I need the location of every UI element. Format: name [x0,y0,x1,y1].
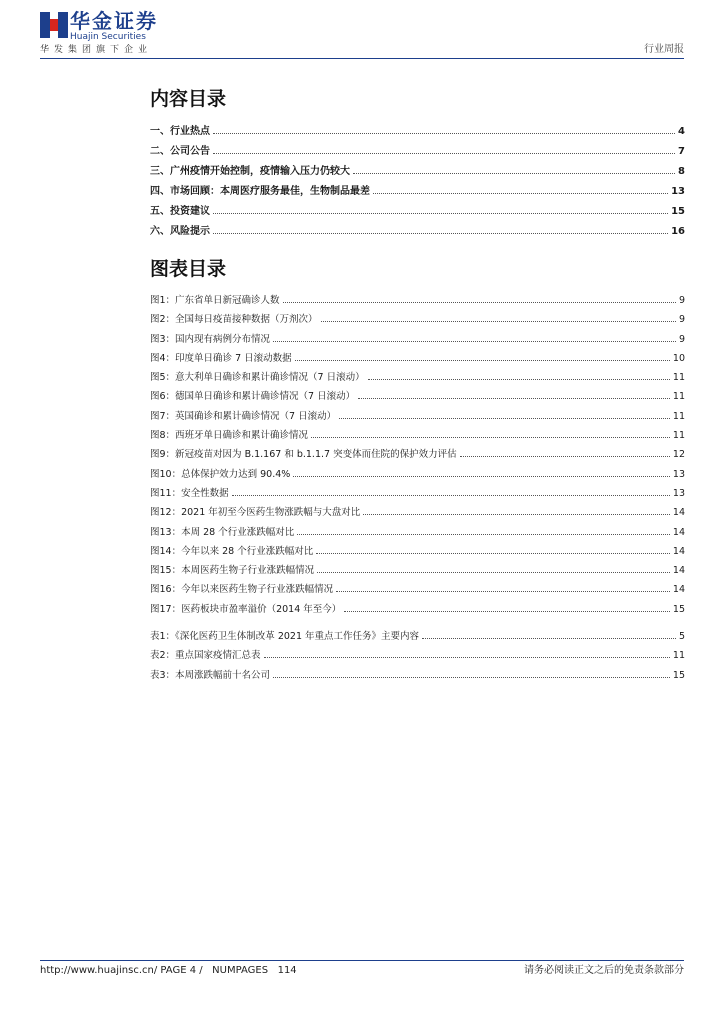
dot-leader [358,386,670,399]
dot-leader [311,425,670,438]
toc-entry-page: 16 [671,226,685,237]
figure-entry-label: 图10：总体保护效力达到 90.4% [150,468,291,480]
figure-entry-label: 图6：德国单日确诊和累计确诊情况（7 日滚动） [150,391,356,403]
dot-leader [283,290,676,303]
figure-entry-label: 图11：安全性数据 [150,487,229,499]
table-list [150,626,685,684]
footer-url[interactable]: http://www.huajinsc.cn/ PAGE 4 / NUMPAGES 114 [40,965,297,976]
dot-leader [293,464,670,477]
figure-entry-label: 图8：西班牙单日确诊和累计确诊情况 [150,430,309,442]
figure-entry-page: 9 [678,333,685,345]
dot-leader [373,180,668,194]
figure-entry-label: 图1：广东省单日新冠确诊人数 [150,295,280,306]
figure-entry-page: 14 [672,507,685,519]
figure-entry-page: 11 [672,430,685,442]
toc-entry-label: 二、公司公告 [150,146,210,157]
dot-leader [213,220,668,234]
toc-list [150,120,685,240]
table-entry-label: 表1：《深化医药卫生体制改革 2021 年重点工作任务》主要内容 [150,631,420,643]
figure-entry-label: 图14：今年以来 28 个行业涨跌幅对比 [150,545,314,557]
figure-entry[interactable] [150,579,685,598]
table-entry-page: 5 [678,631,685,643]
table-entry[interactable] [150,645,685,664]
figure-entry-label: 图13：本周 28 个行业涨跌幅对比 [150,526,295,538]
figure-entry[interactable] [150,560,685,579]
toc-entry[interactable] [150,200,685,220]
toc-entry-label: 三、广州疫情开始控制，疫情输入压力仍较大 [150,166,350,177]
figure-entry-label: 图16：今年以来医药生物子行业涨跌幅情况 [150,584,334,596]
dot-leader [321,309,676,322]
figure-entry[interactable] [150,309,685,328]
brand-name-en: Huajin Securities [70,32,146,42]
brand-slogan: 华发集团旗下企业 [40,45,153,55]
figure-entry[interactable] [150,329,685,348]
toc-entry-page: 7 [678,146,685,157]
figure-entry-page: 11 [672,372,685,384]
figure-entry-page: 9 [678,295,685,306]
dot-leader [368,367,670,380]
table-entry-label: 表3：本周涨跌幅前十名公司 [150,669,271,681]
figure-entry-page: 13 [672,468,685,480]
dot-leader [273,665,670,678]
dot-leader [344,599,670,612]
figure-entry-label: 图12：2021 年初至今医药生物涨跌幅与大盘对比 [150,507,361,519]
figure-entry-label: 图2：全国每日疫苗接种数据（万剂次） [150,314,318,326]
figure-entry-page: 11 [672,410,685,422]
figure-entry[interactable] [150,425,685,444]
toc-entry-label: 四、市场回顾：本周医疗服务最佳，生物制品最差 [150,186,370,197]
footer-disclaimer: 请务必阅读正文之后的免责条款部分 [524,965,684,976]
toc-title: 内容目录 [150,88,227,110]
figure-entry-page: 14 [672,584,685,596]
dot-leader [353,160,675,174]
brand-name-cn: 华金证券 [70,9,158,33]
dot-leader [213,200,668,214]
figure-entry-page: 14 [672,526,685,538]
main-content [150,84,685,684]
figure-entry-label: 图3：国内现有病例分布情况 [150,333,271,345]
dot-leader [213,140,675,154]
toc-entry[interactable] [150,180,685,200]
toc-entry[interactable] [150,160,685,180]
dot-leader [336,579,670,592]
figure-entry[interactable] [150,367,685,386]
toc-entry[interactable] [150,120,685,140]
dot-leader [460,444,670,457]
report-type: 行业周报 [644,44,684,55]
toc-entry[interactable] [150,220,685,240]
toc-entry[interactable] [150,140,685,160]
dot-leader [295,348,670,361]
figure-entry-page: 10 [672,352,685,364]
figure-entry-page: 14 [672,545,685,557]
toc-entry-label: 五、投资建议 [150,206,210,217]
figure-entry[interactable] [150,444,685,463]
dot-leader [232,483,670,496]
figure-entry-page: 14 [672,565,685,577]
figure-entry[interactable] [150,483,685,502]
dot-leader [339,406,670,419]
dot-leader [316,541,670,554]
spacer [150,240,685,254]
figure-entry[interactable] [150,522,685,541]
figure-entry-label: 图17：医药板块市盈率溢价（2014 年至今） [150,603,342,615]
dot-leader [273,329,676,342]
toc-entry-label: 六、风险提示 [150,226,210,237]
dot-leader [297,522,670,535]
table-entry-page: 15 [672,669,685,681]
toc-entry-page: 13 [671,186,685,197]
dot-leader [264,645,670,658]
figure-entry-label: 图4：印度单日确诊 7 日滚动数据 [150,352,292,364]
figure-entry[interactable] [150,464,685,483]
spacer [150,618,685,626]
table-entry[interactable] [150,626,685,645]
footer-divider [40,960,684,961]
figure-entry[interactable] [150,599,685,618]
figure-entry-page: 11 [672,391,685,403]
toc-entry-label: 一、行业热点 [150,126,210,137]
figure-list [150,290,685,618]
figure-entry-page: 12 [672,449,685,461]
figure-entry-page: 9 [678,314,685,326]
table-entry-label: 表2：重点国家疫情汇总表 [150,650,261,662]
header-divider [40,58,684,59]
figure-entry-page: 13 [672,487,685,499]
figure-entry-label: 图7：英国确诊和累计确诊情况（7 日滚动） [150,410,337,422]
figure-entry-label: 图5：意大利单日确诊和累计确诊情况（7 日滚动） [150,372,365,384]
table-entry[interactable] [150,665,685,684]
toc-entry-page: 4 [678,126,685,137]
figure-entry-page: 15 [672,603,685,615]
figure-entry[interactable] [150,348,685,367]
dot-leader [422,626,676,639]
dot-leader [213,120,675,134]
dot-leader [317,560,670,573]
figure-entry-label: 图9：新冠疫苗对因为 B.1.167 和 b.1.1.7 突变体而住院的保护效力评估 [150,449,457,461]
figure-entry[interactable] [150,406,685,425]
figure-entry-label: 图15：本周医药生物子行业涨跌幅情况 [150,565,315,577]
figure-entry[interactable] [150,541,685,560]
toc-entry-page: 8 [678,166,685,177]
table-entry-page: 11 [672,650,685,662]
page-header [0,0,724,62]
dot-leader [363,502,670,515]
figure-entry[interactable] [150,386,685,405]
figures-title: 图表目录 [150,258,227,280]
toc-entry-page: 15 [671,206,685,217]
figure-entry[interactable] [150,502,685,521]
figure-entry[interactable] [150,290,685,309]
